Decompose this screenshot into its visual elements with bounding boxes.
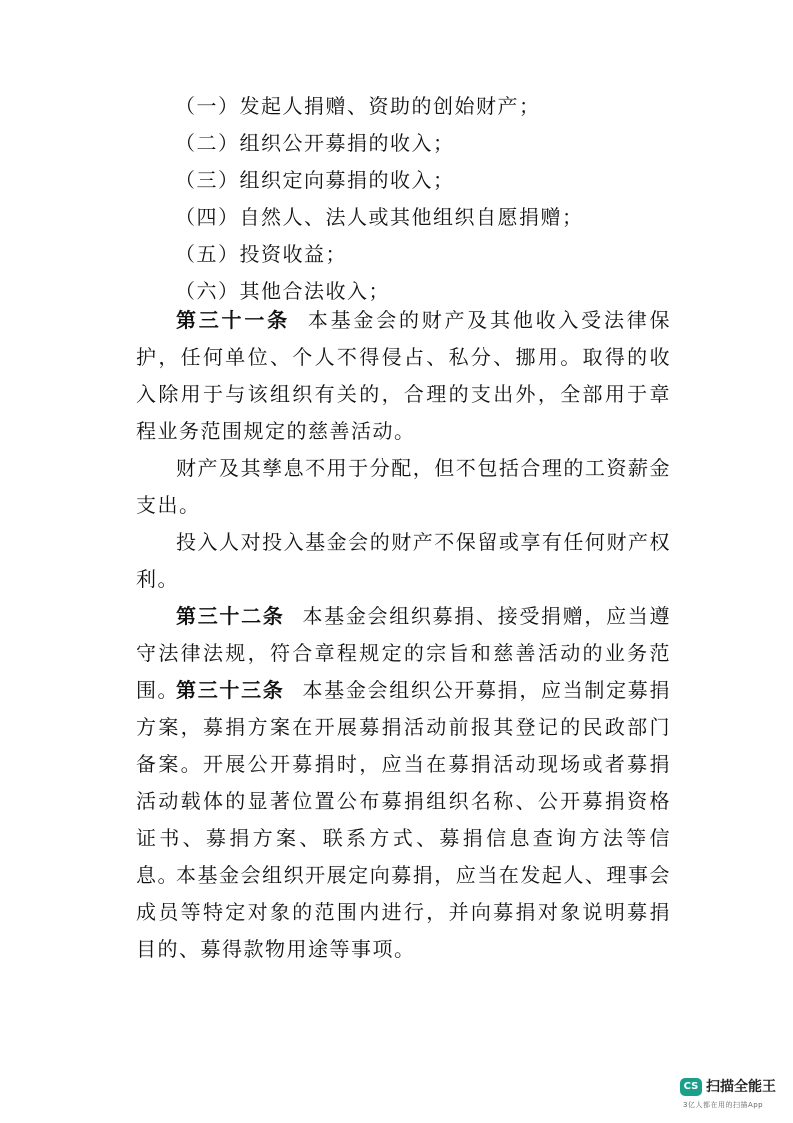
list-item-1: （一）发起人捐赠、资助的创始财产； — [175, 94, 541, 118]
article-32-heading: 第三十二条 — [176, 604, 285, 628]
list-item-4: （四）自然人、法人或其他组织自愿捐赠； — [175, 205, 584, 229]
article-31-heading: 第三十一条 — [176, 308, 290, 332]
paragraph-property-rights: 投入人对投入基金会的财产不保留或享有任何财产权利。 — [136, 530, 671, 591]
article-31-text: 本基金会的财产及其他收入受法律保护，任何单位、个人不得侵占、私分、挪用。取得的收入除用于与该组织有关的，合理的支出外，全部用于章程业务范围规定的慈善活动。 — [136, 308, 671, 443]
list-item-2: （二）组织公开募捐的收入； — [175, 131, 455, 155]
watermark-brand: 扫描全能王 — [706, 1079, 776, 1095]
list-item-3: （三）组织定向募捐的收入； — [175, 168, 455, 192]
list-item-6: （六）其他合法收入； — [175, 279, 390, 303]
camscanner-logo-icon: CS — [680, 1078, 702, 1096]
article-31 — [136, 302, 671, 450]
watermark-slogan: 3亿人都在用的扫描App — [683, 1101, 764, 1109]
paragraph-directed-fundraising: 本基金会组织开展定向募捐，应当在发起人、理事会成员等特定对象的范围内进行，并向募捐对象说明募捐目的、募得款物用途等事项。 — [136, 863, 671, 961]
article-33-heading: 第三十三条 — [176, 678, 285, 702]
article-33-text: 本基金会组织公开募捐，应当制定募捐方案，募捐方案在开展募捐活动前报其登记的民政部门备案。开展公开募捐时，应当在募捐活动现场或者募捐活动载体的显著位置公布募捐组织名称、公开募捐资格证书、募捐方案、联系方式、募捐信息查询方法等信息。 — [136, 678, 672, 887]
paragraph-income-distribution: 财产及其孳息不用于分配，但不包括合理的工资薪金支出。 — [136, 456, 671, 517]
article-32-text: 本基金会组织募捐、接受捐赠，应当遵守法律法规，符合章程规定的宗旨和慈善活动的业务范围。 — [136, 604, 672, 702]
scanner-watermark — [680, 1074, 780, 1114]
list-item-5: （五）投资收益； — [175, 242, 347, 266]
